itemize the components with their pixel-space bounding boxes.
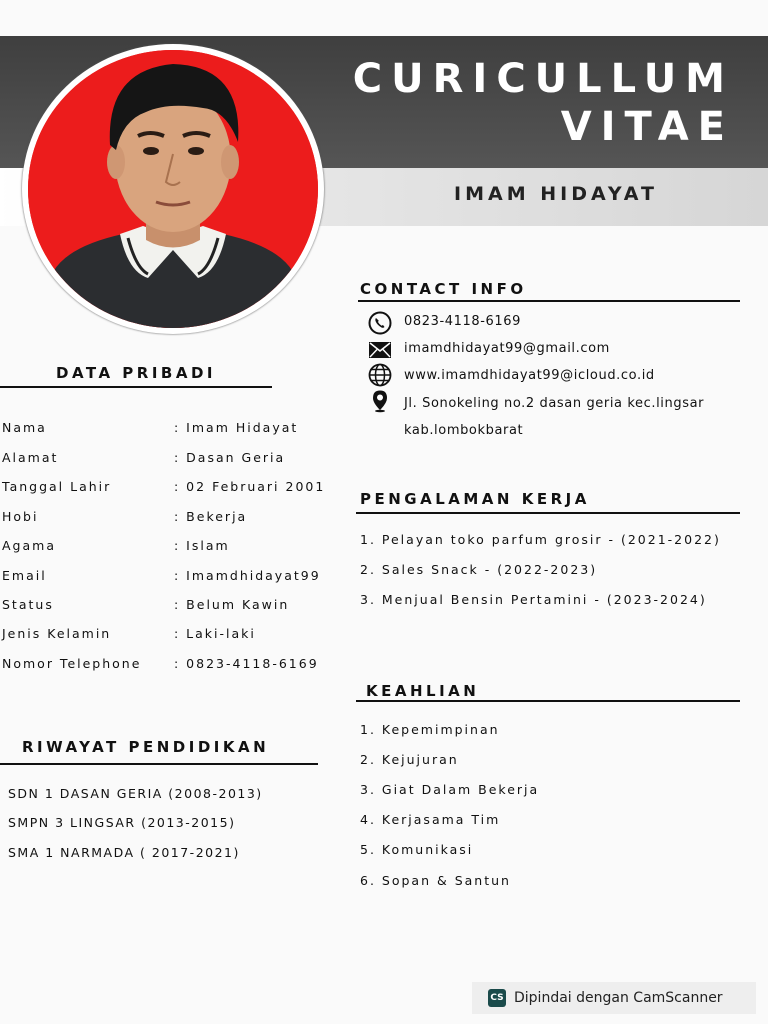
pengalaman-divider <box>356 512 740 514</box>
skill-item: 3. Giat Dalam Bekerja <box>360 782 540 797</box>
keahlian-title: KEAHLIAN <box>366 682 480 700</box>
row-label: Status <box>2 597 54 612</box>
contact-website: www.imamdhidayat99@icloud.co.id <box>404 368 655 383</box>
row-label: Jenis Kelamin <box>2 626 112 641</box>
row-value: : Belum Kawin <box>174 597 290 612</box>
education-item: SMA 1 NARMADA ( 2017-2021) <box>8 845 240 860</box>
skill-item: 2. Kejujuran <box>360 752 459 767</box>
skill-item: 4. Kerjasama Tim <box>360 812 501 827</box>
row-label: Nama <box>2 420 47 435</box>
data-pribadi-divider <box>0 386 272 388</box>
pendidikan-divider <box>0 763 318 765</box>
row-label: Agama <box>2 538 56 553</box>
contact-email: imamdhidayat99@gmail.com <box>404 341 610 356</box>
row-value: : Islam <box>174 538 230 553</box>
experience-item: 3. Menjual Bensin Pertamini - (2023-2024) <box>360 592 707 607</box>
experience-item: 1. Pelayan toko parfum grosir - (2021-2022) <box>360 532 721 547</box>
email-icon <box>368 338 392 362</box>
contact-info-title: CONTACT INFO <box>360 280 527 298</box>
row-label: Hobi <box>2 509 39 524</box>
camscanner-watermark <box>472 982 756 1014</box>
row-label: Alamat <box>2 450 59 465</box>
camscanner-logo-icon: CS <box>488 989 506 1007</box>
row-label: Tanggal Lahir <box>2 479 112 494</box>
contact-address-line2: kab.lombokbarat <box>404 423 524 438</box>
row-value: : Laki-laki <box>174 626 256 641</box>
riwayat-pendidikan-title: RIWAYAT PENDIDIKAN <box>22 738 270 756</box>
row-value: : Dasan Geria <box>174 450 286 465</box>
row-value: : Bekerja <box>174 509 248 524</box>
education-item: SDN 1 DASAN GERIA (2008-2013) <box>8 786 263 801</box>
experience-item: 2. Sales Snack - (2022-2023) <box>360 562 598 577</box>
row-label: Email <box>2 568 47 583</box>
skill-item: 1. Kepemimpinan <box>360 722 500 737</box>
profile-photo <box>28 50 318 328</box>
education-item: SMPN 3 LINGSAR (2013-2015) <box>8 815 236 830</box>
data-pribadi-title: DATA PRIBADI <box>56 364 216 382</box>
cv-title-line1: CURICULLUM <box>352 56 734 102</box>
contact-address-line1: Jl. Sonokeling no.2 dasan geria kec.lingsar <box>404 396 705 411</box>
pengalaman-kerja-title: PENGALAMAN KERJA <box>360 490 590 508</box>
skill-item: 6. Sopan & Santun <box>360 873 511 888</box>
skill-item: 5. Komunikasi <box>360 842 474 857</box>
row-value: : Imam Hidayat <box>174 420 299 435</box>
contact-divider <box>358 300 740 302</box>
globe-icon <box>368 363 392 387</box>
row-value: : 0823-4118-6169 <box>174 656 319 671</box>
row-value: : Imamdhidayat99 <box>174 568 321 583</box>
camscanner-text: Dipindai dengan CamScanner <box>514 990 723 1006</box>
cv-title-line2: VITAE <box>560 104 734 150</box>
person-name: IMAM HIDAYAT <box>454 183 658 205</box>
row-label: Nomor Telephone <box>2 656 142 671</box>
location-pin-icon <box>368 389 392 413</box>
contact-phone: 0823-4118-6169 <box>404 314 522 329</box>
row-value: : 02 Februari 2001 <box>174 479 326 494</box>
portrait-illustration <box>28 50 318 328</box>
keahlian-divider <box>356 700 740 702</box>
phone-icon <box>368 311 392 335</box>
